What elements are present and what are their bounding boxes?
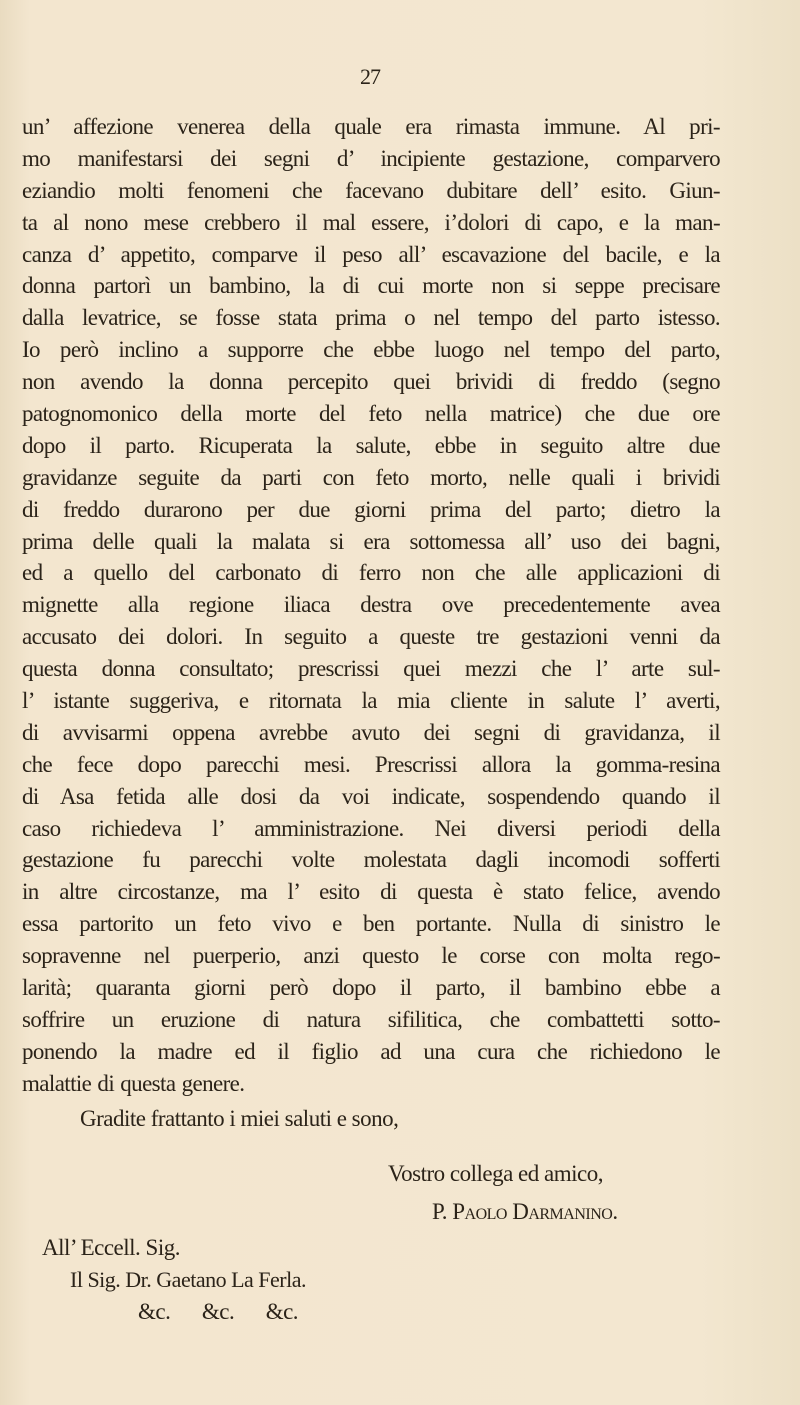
closing-line: Gradite frattanto i miei saluti e sono, — [80, 1106, 399, 1131]
text-line: gestazione fu parecchi volte molestata dagli incomodi sofferti — [22, 847, 720, 873]
text-line: di avvisarmi oppena avrebbe avuto dei segni di gravidanza, il — [22, 719, 720, 745]
text-line: soffrire un eruzione di natura sifilitica, che combattetti sotto- — [22, 1006, 720, 1032]
text-line: questa donna consultato; prescrissi quei mezzi che l’ arte sul- — [22, 656, 720, 682]
addressee-line-2: Il Sig. Dr. Gaetano La Ferla. — [70, 1267, 306, 1292]
page-number: 27 — [360, 64, 380, 89]
text-line: mo manifestarsi dei segni d’ incipiente gestazione, comparvero — [22, 145, 720, 171]
text-line: l’ istante suggeriva, e ritornata la mia cliente in salute l’ averti, — [22, 688, 720, 714]
text-line: eziandio molti fenomeni che facevano dubitare dell’ esito. Giun- — [22, 177, 720, 203]
text-line: ta al nono mese crebbero il mal essere, i’dolori di capo, e la man- — [22, 209, 720, 235]
text-line: prima delle quali la malata si era sottomessa all’ uso dei bagni, — [22, 528, 720, 554]
addressee-etc: &c. &c. &c. — [138, 1299, 299, 1324]
text-line: patognomonico della morte del feto nella matrice) che due ore — [22, 401, 720, 427]
text-line: larità; quaranta giorni però dopo il parto, il bambino ebbe a — [22, 975, 720, 1001]
text-line: un’ affezione venerea della quale era rimasta immune. Al pri- — [22, 114, 720, 139]
text-line: donna partorì un bambino, la di cui morte non si seppe precisare — [22, 273, 720, 299]
text-line: essa partorito un feto vivo e ben portante. Nulla di sinistro le — [22, 911, 720, 937]
text-line: dalla levatrice, se fosse stata prima o nel tempo del parto istesso. — [22, 305, 720, 331]
text-line: di freddo durarono per due giorni prima del parto; dietro la — [22, 496, 720, 522]
text-line: canza d’ appetito, comparve il peso all’ escavazione del bacile, e la — [22, 241, 720, 267]
text-line: non avendo la donna percepito quei brividi di freddo (segno — [22, 369, 720, 395]
text-line: Io però inclino a supporre che ebbe luogo nel tempo del parto, — [22, 337, 720, 363]
text-line: gravidanze seguite da parti con feto morto, nelle quali i brividi — [22, 464, 720, 490]
text-line: di Asa fetida alle dosi da voi indicate, sospendendo quando il — [22, 783, 720, 809]
text-line: accusato dei dolori. In seguito a queste tre gestazioni venni da — [22, 624, 720, 650]
addressee-line-1: All’ Eccell. Sig. — [42, 1235, 180, 1260]
text-line: dopo il parto. Ricuperata la salute, ebbe in seguito altre due — [22, 432, 720, 458]
valediction: Vostro collega ed amico, — [388, 1161, 603, 1186]
signature: P. Paolo Darmanino. — [432, 1199, 618, 1224]
text-line: caso richiedeva l’ amministrazione. Nei diversi periodi della — [22, 815, 720, 841]
text-line: ed a quello del carbonato di ferro non che alle applicazioni di — [22, 560, 720, 586]
text-line: malattie di questa genere. — [22, 1070, 245, 1096]
text-line: sopravenne nel puerperio, anzi questo le corse con molta rego- — [22, 943, 720, 969]
text-line: mignette alla regione iliaca destra ove precedentemente avea — [22, 592, 720, 618]
text-line: ponendo la madre ed il figlio ad una cura che richiedono le — [22, 1038, 720, 1064]
text-line: in altre circostanze, ma l’ esito di questa è stato felice, avendo — [22, 879, 720, 905]
letter-body — [22, 111, 720, 1100]
text-line: che fece dopo parecchi mesi. Prescrissi allora la gomma-resina — [22, 751, 720, 777]
